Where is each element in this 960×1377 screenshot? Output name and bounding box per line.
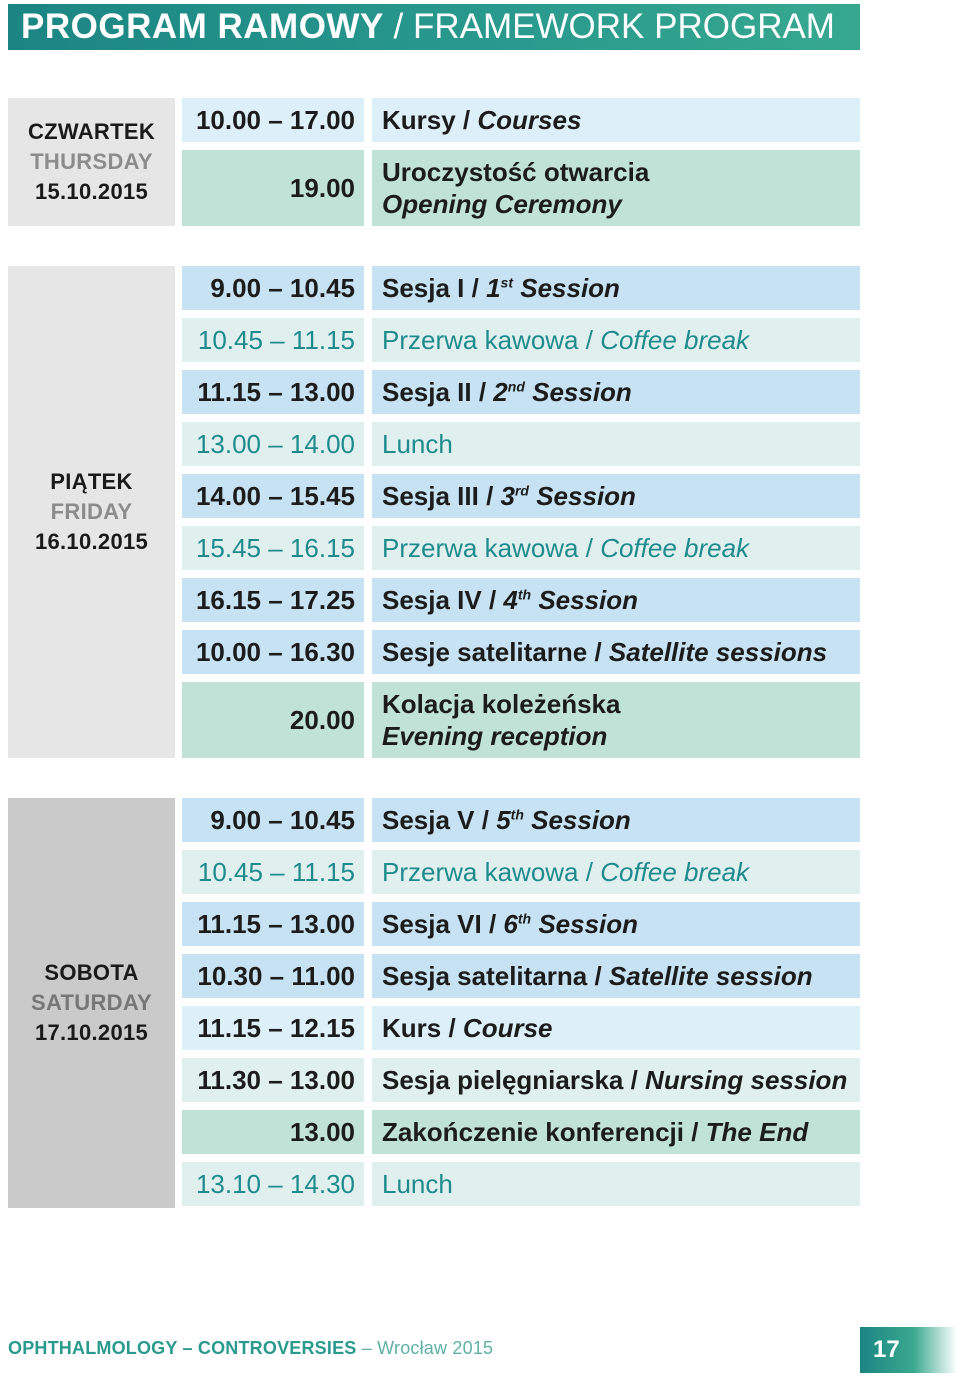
day-name-en: THURSDAY bbox=[30, 149, 153, 174]
day-saturday bbox=[8, 798, 175, 1208]
page-header bbox=[8, 4, 860, 50]
event-cell: Lunch bbox=[372, 1162, 860, 1206]
time-cell: 10.45 – 11.15 bbox=[182, 318, 364, 362]
time-cell: 14.00 – 15.45 bbox=[182, 474, 364, 518]
time-cell: 9.00 – 10.45 bbox=[182, 266, 364, 310]
time-cell: 13.00 bbox=[182, 1110, 364, 1154]
day-name-en: FRIDAY bbox=[50, 499, 133, 524]
header-title-en: FRAMEWORK PROGRAM bbox=[413, 7, 835, 46]
time-cell: 10.30 – 11.00 bbox=[182, 954, 364, 998]
time-cell: 16.15 – 17.25 bbox=[182, 578, 364, 622]
time-cell: 13.00 – 14.00 bbox=[182, 422, 364, 466]
event-cell: Sesja II / 2nd Session bbox=[372, 370, 860, 414]
event-cell: Uroczystość otwarcia Opening Ceremony bbox=[372, 150, 860, 226]
event-cell: Kurs / Course bbox=[372, 1006, 860, 1050]
event-cell: Lunch bbox=[372, 422, 860, 466]
time-cell: 13.10 – 14.30 bbox=[182, 1162, 364, 1206]
event-cell: Sesja III / 3rd Session bbox=[372, 474, 860, 518]
time-cell: 10.45 – 11.15 bbox=[182, 850, 364, 894]
day-date: 16.10.2015 bbox=[34, 529, 149, 554]
day-name-en: SATURDAY bbox=[31, 990, 152, 1015]
event-cell: Przerwa kawowa / Coffee break bbox=[372, 318, 860, 362]
header-title-pl: PROGRAM RAMOWY bbox=[21, 7, 384, 46]
day-date: 15.10.2015 bbox=[34, 179, 149, 204]
time-cell: 11.15 – 13.00 bbox=[182, 902, 364, 946]
day-name-pl: SOBOTA bbox=[44, 960, 139, 985]
day-name-pl: CZWARTEK bbox=[27, 119, 156, 144]
footer-title bbox=[8, 1338, 493, 1359]
time-cell: 11.15 – 13.00 bbox=[182, 370, 364, 414]
event-cell: Sesja V / 5th Session bbox=[372, 798, 860, 842]
event-cell: Zakończenie konferencji / The End bbox=[372, 1110, 860, 1154]
footer-dash: – bbox=[361, 1338, 372, 1358]
day-thursday bbox=[8, 98, 175, 226]
time-cell: 11.30 – 13.00 bbox=[182, 1058, 364, 1102]
event-cell: Sesja I / 1st Session bbox=[372, 266, 860, 310]
event-cell: Przerwa kawowa / Coffee break bbox=[372, 526, 860, 570]
day-name-pl: PIĄTEK bbox=[50, 469, 133, 494]
event-cell: Kolacja koleżeńska Evening reception bbox=[372, 682, 860, 758]
footer-city: Wrocław 2015 bbox=[377, 1338, 494, 1358]
event-cell: Sesja VI / 6th Session bbox=[372, 902, 860, 946]
time-cell: 10.00 – 17.00 bbox=[182, 98, 364, 142]
footer-conference: OPHTHALMOLOGY – CONTROVERSIES bbox=[8, 1338, 357, 1358]
event-cell: Kursy / Courses bbox=[372, 98, 860, 142]
time-cell: 15.45 – 16.15 bbox=[182, 526, 364, 570]
page-number: 17 bbox=[860, 1327, 957, 1373]
event-cell: Sesje satelitarne / Satellite sessions bbox=[372, 630, 860, 674]
time-cell: 19.00 bbox=[182, 150, 364, 226]
time-cell: 10.00 – 16.30 bbox=[182, 630, 364, 674]
header-separator: / bbox=[393, 7, 404, 46]
day-date: 17.10.2015 bbox=[34, 1020, 149, 1045]
day-friday bbox=[8, 266, 175, 758]
event-cell: Sesja pielęgniarska / Nursing session bbox=[372, 1058, 860, 1102]
event-cell: Sesja satelitarna / Satellite session bbox=[372, 954, 860, 998]
time-cell: 20.00 bbox=[182, 682, 364, 758]
event-cell: Sesja IV / 4th Session bbox=[372, 578, 860, 622]
event-cell: Przerwa kawowa / Coffee break bbox=[372, 850, 860, 894]
time-cell: 11.15 – 12.15 bbox=[182, 1006, 364, 1050]
time-cell: 9.00 – 10.45 bbox=[182, 798, 364, 842]
